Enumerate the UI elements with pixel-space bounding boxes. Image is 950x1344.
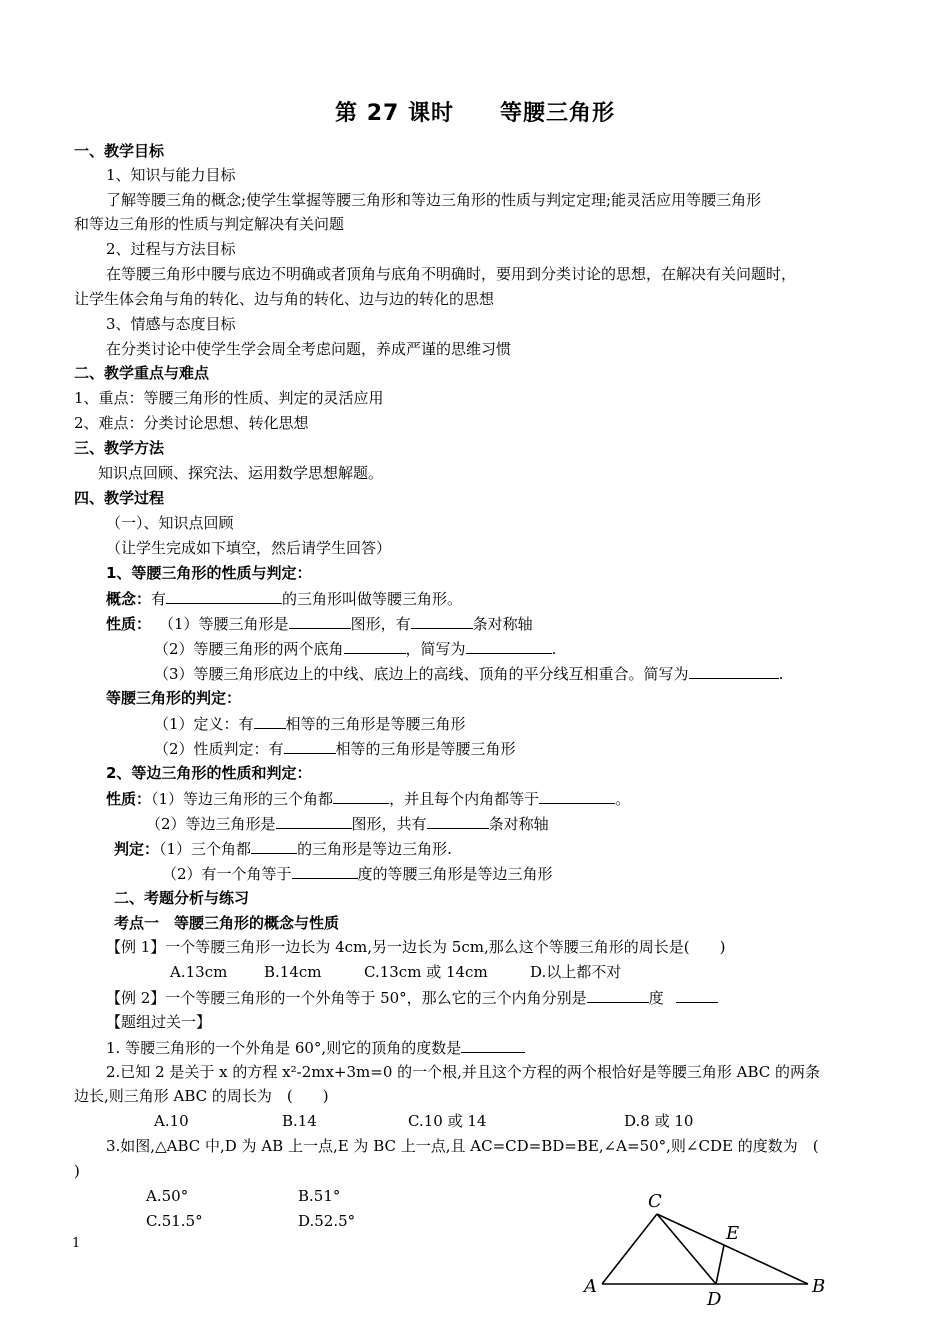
section-heading-keypoints: 二、教学重点与难点 xyxy=(74,364,210,382)
question-1-line xyxy=(106,1036,525,1059)
eq-property-1-line xyxy=(106,787,630,810)
segment-cd xyxy=(657,1214,716,1284)
concept-text-b: 的三角形叫做等腰三角形。 xyxy=(282,590,463,608)
concept-line xyxy=(106,587,462,610)
blank-field[interactable] xyxy=(466,637,552,654)
section-heading-methods: 三、教学方法 xyxy=(74,439,165,457)
blank-field[interactable] xyxy=(276,812,352,829)
question-3-option-a[interactable]: A.50° xyxy=(146,1187,189,1205)
property-2-text-a: （2）等腰三角形的两个底角 xyxy=(154,640,344,658)
eq-judgement-1-text-b: 的三角形是等边三角形. xyxy=(297,840,452,858)
blank-field[interactable] xyxy=(344,637,406,654)
judgement-2-line xyxy=(154,737,516,760)
example-2-text-b: 度 xyxy=(648,989,664,1007)
goal-2-heading: 2、过程与方法目标 xyxy=(106,240,236,258)
analysis-heading: 二、考题分析与练习 xyxy=(114,889,250,907)
label-d: D xyxy=(707,1289,722,1310)
example-1-option-c[interactable]: C.13cm 或 14cm xyxy=(364,963,488,981)
blank-field[interactable] xyxy=(289,612,351,629)
eq-property-2-text-b: 图形，共有 xyxy=(351,815,427,833)
label-b: B xyxy=(812,1276,826,1297)
section-heading-objectives: 一、教学目标 xyxy=(74,142,165,160)
question-2-option-a[interactable]: A.10 xyxy=(154,1112,189,1130)
difficult-point: 2、难点：分类讨论思想、转化思想 xyxy=(74,414,309,432)
blank-field[interactable] xyxy=(284,737,336,754)
example-1-option-b[interactable]: B.14cm xyxy=(264,963,322,981)
example-1-option-d[interactable]: D.以上都不对 xyxy=(530,963,622,981)
goal-1-text-cont: 和等边三角形的性质与判定解决有关问题 xyxy=(74,215,345,233)
question-3-option-b[interactable]: B.51° xyxy=(298,1187,341,1205)
goal-1-heading: 1、知识与能力目标 xyxy=(106,166,236,184)
key-point: 1、重点：等腰三角形的性质、判定的灵活应用 xyxy=(74,389,384,407)
label-a: A xyxy=(584,1276,597,1297)
question-2-option-d[interactable]: D.8 或 10 xyxy=(624,1112,694,1130)
property-3-text-a: （3）等腰三角形底边上的中线、底边上的高线、顶角的平分线互相重合。简写为 xyxy=(154,665,689,683)
property-2-text-b: ，简写为 xyxy=(405,640,466,658)
review-note: （让学生完成如下填空，然后请学生回答） xyxy=(106,539,392,557)
property-1-text-b: 图形，有 xyxy=(350,615,411,633)
blank-field[interactable] xyxy=(587,986,649,1003)
property-2-text-c: . xyxy=(551,640,557,658)
property-1-text-c: 条对称轴 xyxy=(472,615,533,633)
question-3-text: 3.如图,△ABC 中,D 为 AB 上一点,E 为 BC 上一点,且 AC=CD=BD=BE,∠A=50°,则∠CDE 的度数为 ( xyxy=(106,1137,819,1155)
eq-judgement-1-line xyxy=(114,837,452,860)
example-1-option-a[interactable]: A.13cm xyxy=(170,963,228,981)
blank-field[interactable] xyxy=(333,787,389,804)
property-3-line xyxy=(154,662,783,685)
judgement-2-text-a: （2）性质判定：有 xyxy=(154,740,284,758)
goal-3-text: 在分类讨论中使学生学会周全考虑问题，养成严谨的思维习惯 xyxy=(106,340,512,358)
eq-judgement-label: 判定： xyxy=(114,840,160,858)
topic-1-heading: 考点一 等腰三角形的概念与性质 xyxy=(114,914,340,932)
example-2-text-a: 【例 2】一个等腰三角形的一个外角等于 50°，那么它的三个内角分别是 xyxy=(106,989,587,1007)
blank-field[interactable] xyxy=(689,662,779,679)
equilateral-heading: 2、等边三角形的性质和判定： xyxy=(106,764,312,782)
blank-field[interactable] xyxy=(461,1036,525,1053)
eq-judgement-1-text-a: （1）三个角都 xyxy=(159,840,252,858)
property-3-text-b: . xyxy=(778,665,784,683)
review-subheading: （一）、知识点回顾 xyxy=(106,514,234,532)
property-2-line xyxy=(154,637,556,660)
blank-field[interactable] xyxy=(251,837,297,854)
question-3-option-c[interactable]: C.51.5° xyxy=(146,1212,203,1230)
judgement-heading: 等腰三角形的判定： xyxy=(106,689,242,707)
blank-field[interactable] xyxy=(166,587,282,604)
label-e: E xyxy=(726,1223,740,1244)
judgement-1-text-a: （1）定义：有 xyxy=(154,715,254,733)
isosceles-heading: 1、等腰三角形的性质与判定： xyxy=(106,564,312,582)
concept-text-a: 有 xyxy=(151,590,167,608)
eq-property-2-line xyxy=(146,812,549,835)
blank-field[interactable] xyxy=(292,862,358,879)
property-1-line xyxy=(106,612,533,635)
blank-field[interactable] xyxy=(539,787,615,804)
question-2-option-c[interactable]: C.10 或 14 xyxy=(408,1112,487,1130)
blank-field[interactable] xyxy=(427,812,489,829)
label-c: C xyxy=(648,1191,662,1212)
page-title: 第 27 课时 等腰三角形 xyxy=(335,101,615,126)
eq-property-1-text-a: （1）等边三角形的三个角都 xyxy=(151,790,334,808)
blank-field[interactable] xyxy=(411,612,473,629)
question-3-text-cont: ) xyxy=(74,1162,80,1180)
blank-field[interactable] xyxy=(254,712,286,729)
judgement-1-line xyxy=(154,712,466,735)
question-1-text: 1. 等腰三角形的一个外角是 60°,则它的顶角的度数是 xyxy=(106,1039,462,1057)
judgement-1-text-b: 相等的三角形是等腰三角形 xyxy=(285,715,466,733)
goal-1-text: 了解等腰三角的概念;使学生掌握等腰三角形和等边三角形的性质与判定定理;能灵活应用等腰三角形 xyxy=(106,191,762,209)
question-2-text: 2.已知 2 是关于 x 的方程 x²-2mx+3m=0 的一个根,并且这个方程的两个根恰好是等腰三角形 ABC 的两条 xyxy=(106,1063,821,1081)
section-heading-process: 四、教学过程 xyxy=(74,489,165,507)
eq-judgement-2-line xyxy=(162,862,553,885)
eq-property-2-text-c: 条对称轴 xyxy=(488,815,549,833)
triangle-figure xyxy=(570,1184,840,1312)
eq-judgement-2-text-b: 度的等腰三角形是等边三角形 xyxy=(357,865,553,883)
concept-label: 概念： xyxy=(106,590,152,608)
page-number: 1 xyxy=(72,1236,81,1251)
question-2-option-b[interactable]: B.14 xyxy=(282,1112,317,1130)
segment-ac xyxy=(602,1214,657,1284)
question-3-option-d[interactable]: D.52.5° xyxy=(298,1212,356,1230)
question-2-text-cont: 边长,则三角形 ABC 的周长为 ( ) xyxy=(74,1087,329,1105)
property-1-text-a: （1）等腰三角形是 xyxy=(159,615,289,633)
eq-property-2-text-a: （2）等边三角形是 xyxy=(146,815,276,833)
methods-text: 知识点回顾、探究法、运用数学思想解题。 xyxy=(98,464,384,482)
property-label: 性质： xyxy=(106,615,152,633)
judgement-2-text-b: 相等的三角形是等腰三角形 xyxy=(335,740,516,758)
goal-2-text: 在等腰三角形中腰与底边不明确或者顶角与底角不明确时，要用到分类讨论的思想，在解决有关问题时， xyxy=(106,265,797,283)
exercise-group-title: 【题组过关一】 xyxy=(106,1013,212,1031)
example-1-text: 【例 1】一个等腰三角形一边长为 4cm,另一边长为 5cm,那么这个等腰三角形的周长是( ) xyxy=(106,938,726,956)
blank-field[interactable] xyxy=(676,986,718,1003)
example-2-line xyxy=(106,986,718,1009)
goal-2-text-cont: 让学生体会角与角的转化、边与角的转化、边与边的转化的思想 xyxy=(74,290,495,308)
eq-property-1-text-c: 。 xyxy=(615,790,631,808)
eq-judgement-2-text-a: （2）有一个角等于 xyxy=(162,865,292,883)
eq-property-label: 性质： xyxy=(106,790,152,808)
segment-de xyxy=(716,1245,724,1284)
eq-property-1-text-b: ，并且每个内角都等于 xyxy=(389,790,540,808)
goal-3-heading: 3、情感与态度目标 xyxy=(106,315,236,333)
